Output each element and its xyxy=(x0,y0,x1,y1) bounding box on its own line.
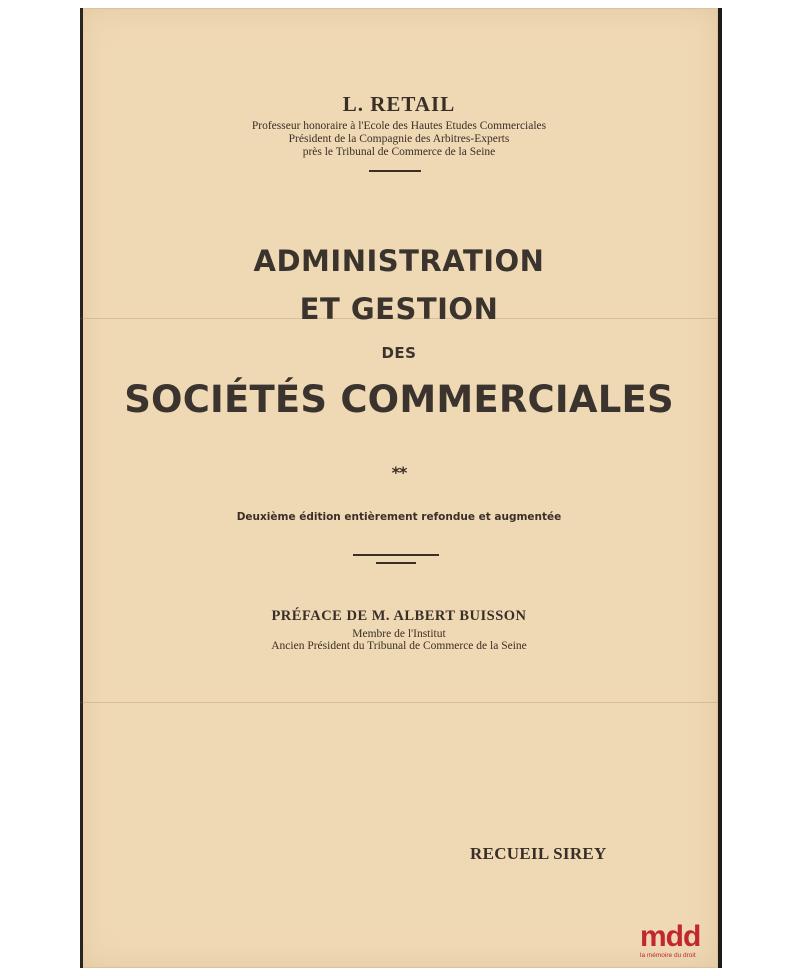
logo-word: mdd xyxy=(640,920,701,953)
publisher-name: RECUEIL SIREY xyxy=(470,844,607,863)
preface-detail: Ancien Président du Tribunal de Commerce de la Seine xyxy=(271,640,527,652)
mdd-watermark-logo xyxy=(640,922,720,976)
preface-detail: Membre de l'Institut xyxy=(352,628,446,640)
cover-right-edge xyxy=(718,8,722,968)
preface-heading: PRÉFACE DE M. ALBERT BUISSON xyxy=(271,608,527,624)
author-affiliation: près le Tribunal de Commerce de la Seine xyxy=(302,146,496,158)
paper-crease xyxy=(80,702,718,703)
volume-mark: ** xyxy=(391,463,407,482)
title-line-3: DES xyxy=(381,344,417,362)
title-line-4: SOCIÉTÉS COMMERCIALES xyxy=(124,378,674,421)
author-affiliation: Professeur honoraire à l'Ecole des Hautes Etudes Commerciales xyxy=(251,120,547,132)
divider-rule xyxy=(376,562,416,564)
title-line-2: ET GESTION xyxy=(299,292,499,326)
title-line-1: ADMINISTRATION xyxy=(253,244,545,278)
author-affiliation: Président de la Compagnie des Arbitres-Experts xyxy=(288,133,510,145)
logo-tagline: la mémoire du droit xyxy=(640,952,696,959)
book-cover xyxy=(80,8,718,968)
divider-rule xyxy=(369,170,421,172)
divider-rule xyxy=(353,554,439,556)
edition-statement: Deuxième édition entièrement refondue et augmentée xyxy=(236,511,562,523)
author-name: L. RETAIL xyxy=(342,92,456,116)
